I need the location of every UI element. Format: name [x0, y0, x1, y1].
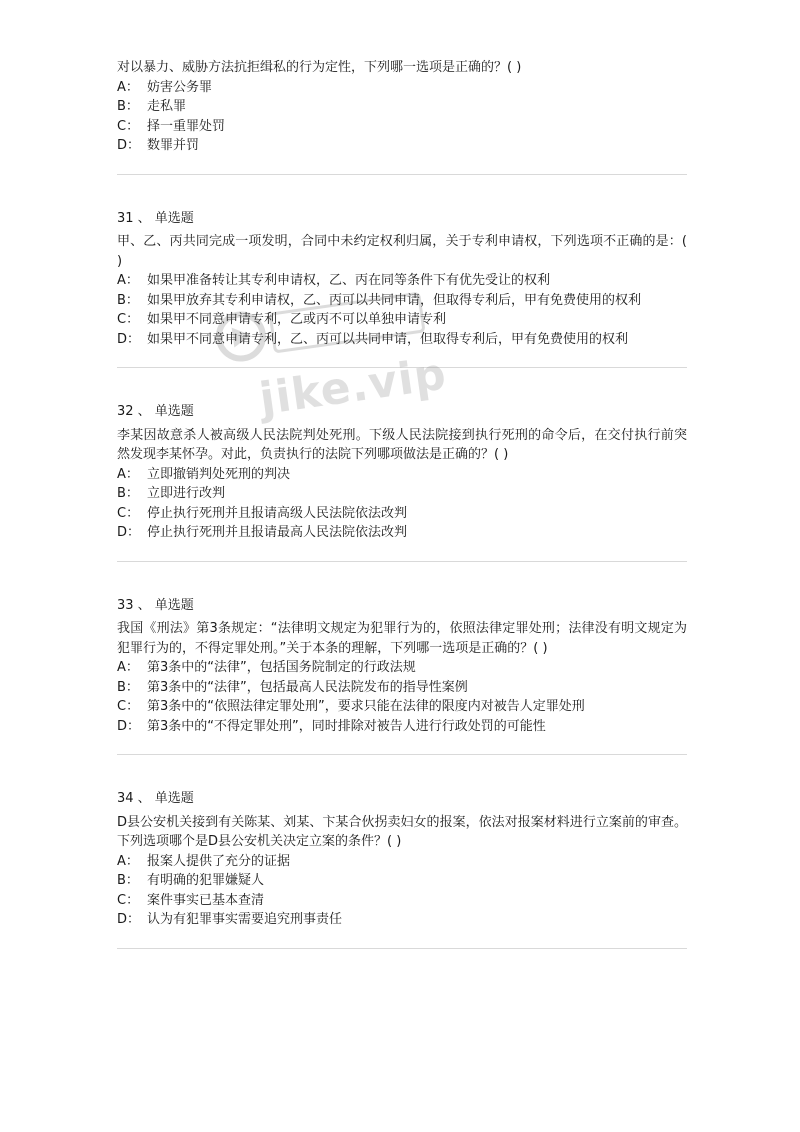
question-header: 31 、 单选题: [117, 210, 194, 226]
option-a: A： 第3条中的“法律”，包括国务院制定的行政法规: [117, 660, 416, 675]
question-stem: 我国《刑法》第3条规定：“法律明文规定为犯罪行为的，依照法律定罪处刑；法律没有明文规定为犯罪行为的，不得定罪处刑。”关于本条的理解，下列哪一选项是正确的？( ): [117, 621, 687, 656]
watermark-text: jike.vip: [256, 348, 450, 426]
question-block: [117, 58, 687, 156]
question-header: 32 、 单选题: [117, 404, 194, 419]
question-stem: 对以暴力、威胁方法抗拒缉私的行为定性，下列哪一选项是正确的？( ): [117, 60, 522, 75]
question-block: [117, 789, 687, 930]
option-d: D： 如果甲不同意申请专利，乙、丙可以共同申请，但取得专利后，甲有免费使用的权利: [117, 331, 629, 347]
question-header: 33 、 单选题: [117, 597, 194, 613]
question-stem: 李某因故意杀人被高级人民法院判处死刑。下级人民法院接到执行死刑的命令后，在交付执行前突然发现李某怀孕。对此，负责执行的法院下列哪项做法是正确的？( ): [117, 427, 687, 462]
option-a: A： 立即撤销判处死刑的判决: [117, 466, 291, 482]
option-c: C： 停止执行死刑并且报请高级人民法院依法改判: [117, 505, 408, 521]
divider: [117, 561, 687, 562]
question-list: [117, 58, 687, 983]
question-block: [117, 209, 687, 350]
option-d: D： 认为有犯罪事实需要追究刑事责任: [117, 912, 343, 927]
option-d: D： 停止执行死刑并且报请最高人民法院依法改判: [117, 525, 408, 540]
option-b: B： 走私罪: [117, 99, 187, 114]
divider: [117, 948, 687, 949]
option-a: A： 如果甲准备转让其专利申请权，乙、丙在同等条件下有优先受让的权利: [117, 273, 551, 288]
option-a: A： 报案人提供了充分的证据: [117, 853, 291, 869]
option-c: C： 如果甲不同意申请专利，乙或丙不可以单独申请专利: [117, 312, 447, 327]
option-d: D： 第3条中的“不得定罪处刑”，同时排除对被告人进行行政处罚的可能性: [117, 718, 546, 734]
question-block: [117, 402, 687, 543]
option-c: C： 第3条中的“依照法律定罪处刑”，要求只能在法律的限度内对被告人定罪处刑: [117, 699, 585, 714]
option-b: B： 第3条中的“法律”，包括最高人民法院发布的指导性案例: [117, 679, 468, 695]
option-b: B： 有明确的犯罪嫌疑人: [117, 873, 265, 888]
option-c: C： 案件事实已基本查清: [117, 892, 265, 908]
option-b: B： 如果甲放弃其专利申请权，乙、丙可以共同申请，但取得专利后，甲有免费使用的权利: [117, 292, 642, 308]
question-stem: 甲、乙、丙共同完成一项发明，合同中未约定权利归属，关于专利申请权，下列选项不正确的是：( ): [117, 234, 687, 269]
option-c: C： 择一重罪处罚: [117, 118, 226, 134]
question-header: 34 、 单选题: [117, 791, 194, 806]
option-d: D： 数罪并罚: [117, 138, 200, 153]
divider: [117, 174, 687, 175]
option-a: A： 妨害公务罪: [117, 79, 213, 95]
divider: [117, 367, 687, 368]
question-stem: D县公安机关接到有关陈某、刘某、卞某合伙拐卖妇女的报案，依法对报案材料进行立案前的审查。下列选项哪个是D县公安机关决定立案的条件？( ): [117, 814, 687, 849]
question-block: [117, 596, 687, 737]
option-b: B： 立即进行改判: [117, 486, 226, 501]
divider: [117, 754, 687, 755]
